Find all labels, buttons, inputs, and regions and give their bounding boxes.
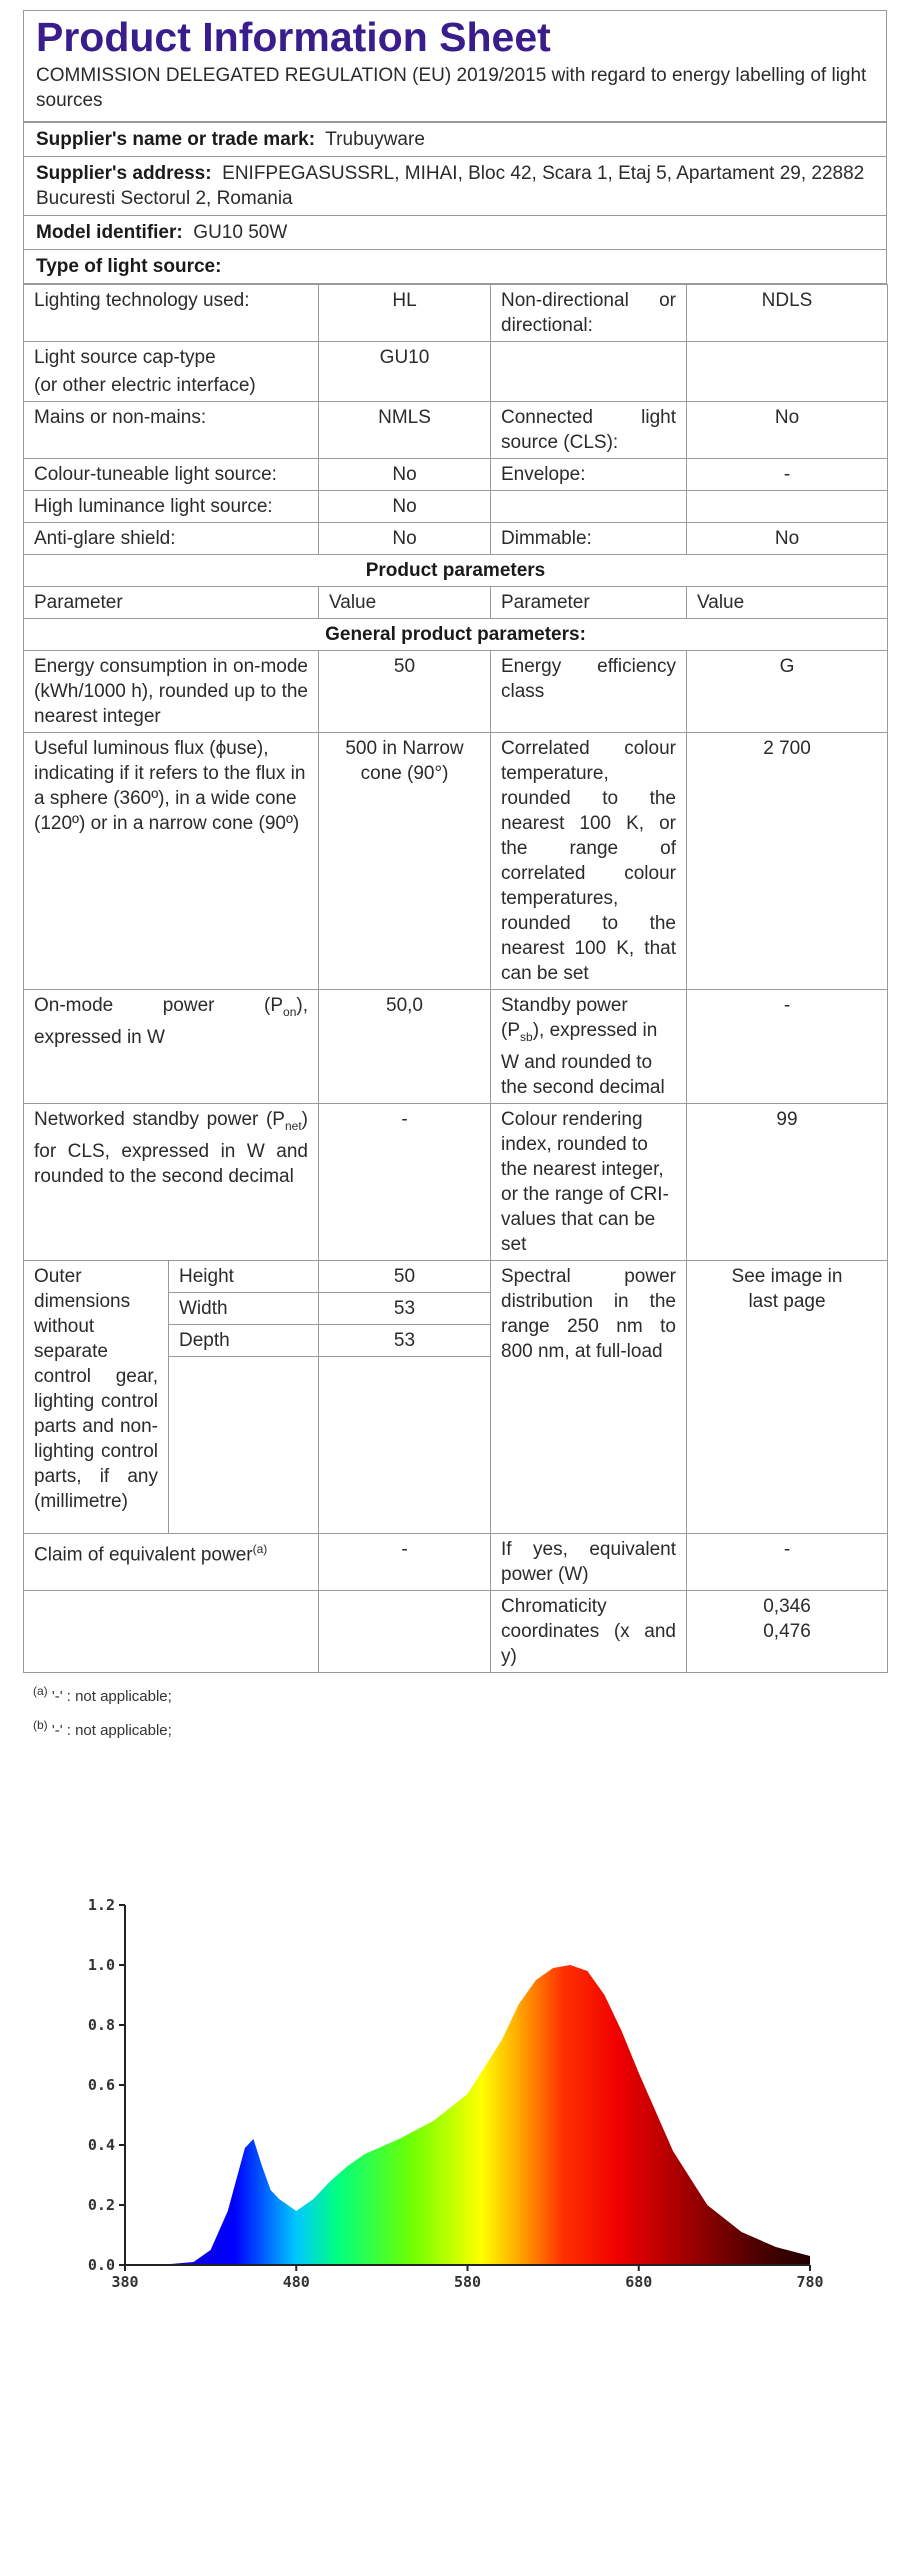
table-row [24,651,888,733]
cri-value: 99 [687,1103,888,1260]
cap-label-2: (or other electric interface) [34,375,256,396]
flux-label: Useful luminous flux (ϕuse), indicating if it refers to the flux in a sphere (360º), in a wide cone (120º) or in a narrow cone (90º) [24,733,319,990]
height-label: Height [169,1260,319,1292]
empty-cell [319,1356,491,1533]
y-tick-label: 0.0 [87,2256,115,2274]
glare-value: No [319,523,491,555]
model-row [23,216,887,250]
footnote-b-mark: (b) [33,1717,48,1732]
y-tick-label: 0.4 [87,2136,115,2154]
x-tick-label: 680 [625,2273,653,2291]
table-row [24,459,888,491]
flux-value: 500 in Narrow cone (90°) [319,733,491,990]
chroma-value [687,1590,888,1672]
glare-label: Anti-glare shield: [24,523,319,555]
product-params-heading: Product parameters [24,555,888,587]
empty-cell [319,1590,491,1672]
cct-value: 2 700 [687,733,888,990]
net-value: - [319,1103,491,1260]
footnotes [23,1673,887,1745]
table-row [24,619,888,651]
table-row [24,990,888,1104]
table-row [24,402,888,459]
net-label-a: Networked standby power (P [34,1108,285,1130]
spectral-chart [60,1880,840,2300]
product-information-sheet [23,10,887,1745]
empty-cell [24,1590,319,1672]
regulation-text: COMMISSION DELEGATED REGULATION (EU) 2019/2015 with regard to energy labelling of light sources [23,61,887,122]
table-row [24,342,888,402]
onpower-label [24,990,319,1104]
empty-cell [687,491,888,523]
depth-value: 53 [319,1324,491,1356]
tech-value: HL [319,285,491,342]
footnote-b [33,1711,877,1745]
cls-value: No [687,402,888,459]
table-row [24,733,888,990]
table-row [24,491,888,523]
env-value: - [687,459,888,491]
x-tick-label: 580 [453,2273,482,2291]
table-row [24,1260,888,1292]
eqpow-label: If yes, equivalent power (W) [491,1533,687,1590]
spectrum-area [125,1965,810,2265]
col-value-header: Value [319,587,491,619]
col-value-header: Value [687,587,888,619]
energy-value: 50 [319,651,491,733]
cri-label: Colour rendering index, rounded to the nearest integer, or the range of CRI-values that can be set [491,1103,687,1260]
onpower-label-b: ), expressed in W [34,995,308,1048]
standby-label [491,990,687,1104]
table-row [24,285,888,342]
table-row [24,523,888,555]
claim-label-text: Claim of equivalent power [34,1544,253,1566]
general-params-heading: General product parameters: [24,619,888,651]
eff-value: G [687,651,888,733]
standby-value: - [687,990,888,1104]
col-param-header: Parameter [24,587,319,619]
standby-label-b: ), expressed in W and rounded to the second decimal [501,1020,665,1098]
footnote-b-text: '-' : not applicable; [51,1721,172,1739]
type-heading: Type of light source: [23,250,887,284]
cap-label: Light source cap-type [34,347,216,368]
footnote-a-text: '-' : not applicable; [51,1687,172,1705]
cap-label-cell [24,342,319,402]
table-row [24,587,888,619]
mains-value: NMLS [319,402,491,459]
claim-sup: (a) [252,1541,268,1556]
width-value: 53 [319,1292,491,1324]
env-label: Envelope: [491,459,687,491]
net-label [24,1103,319,1260]
y-tick-label: 0.8 [87,2016,115,2034]
width-label: Width [169,1292,319,1324]
dir-value: NDLS [687,285,888,342]
standby-sub: sb [520,1029,533,1044]
footnote-a-mark: (a) [33,1683,48,1698]
empty-cell [491,491,687,523]
dim-value: No [687,523,888,555]
cap-value: GU10 [319,342,491,402]
standby-label-a: Standby power (P [501,995,628,1041]
footnote-a [33,1677,877,1711]
spd-value: See image in last page [687,1260,888,1533]
spd-label: Spectral power distribution in the range 250 nm to 800 nm, at full-load [491,1260,687,1533]
depth-label: Depth [169,1324,319,1356]
table-row [24,1103,888,1260]
empty-cell [169,1356,319,1533]
x-tick-label: 480 [282,2273,310,2291]
table-row [24,1590,888,1672]
x-tick-label: 380 [111,2273,139,2291]
chroma-x: 0,346 [763,1595,811,1617]
model-label: Model identifier: [36,222,183,243]
cls-label: Connected light source (CLS): [491,402,687,459]
spectral-chart-svg [60,1880,840,2300]
onpower-sub: on [283,1004,297,1019]
x-tick-label: 780 [796,2273,824,2291]
tune-value: No [319,459,491,491]
claim-label [24,1533,319,1590]
mains-label: Mains or non-mains: [24,402,319,459]
hl-value: No [319,491,491,523]
tune-label: Colour-tuneable light source: [24,459,319,491]
y-tick-label: 1.2 [87,1896,115,1914]
tech-label: Lighting technology used: [24,285,319,342]
dim-label: Dimmable: [491,523,687,555]
model-identifier: GU10 50W [193,222,288,243]
empty-cell [687,342,888,402]
page-title: Product Information Sheet [23,10,887,61]
onpower-value: 50,0 [319,990,491,1104]
table-row [24,555,888,587]
eff-label: Energy efficiency class [491,651,687,733]
supplier-address-label: Supplier's address: [36,163,212,184]
onpower-label-a: On-mode power (P [34,995,284,1016]
dims-label: Outer dimensions without separate control gear, lighting control parts and non-lighting control parts, if any (millimetre) [24,1260,169,1533]
claim-value: - [319,1533,491,1590]
hl-label: High luminance light source: [24,491,319,523]
chroma-label: Chromaticity coordinates (x and y) [491,1590,687,1672]
cct-label: Correlated colour temperature, rounded to the nearest 100 K, or the range of correlated colour temperatures, rounded to the nearest 100 K, that can be set [491,733,687,990]
height-value: 50 [319,1260,491,1292]
supplier-name-label: Supplier's name or trade mark: [36,129,316,150]
energy-label: Energy consumption in on-mode (kWh/1000 h), rounded up to the nearest integer [24,651,319,733]
table-row [24,1533,888,1590]
col-param-header: Parameter [491,587,687,619]
y-tick-label: 1.0 [87,1956,115,1974]
y-tick-label: 0.6 [87,2076,115,2094]
supplier-name: Trubuyware [325,129,425,150]
dir-label: Non-directional or directional: [491,285,687,342]
net-label-b: ) for CLS, expressed in W and rounded to the second decimal [34,1108,308,1187]
parameters-table [23,284,888,1673]
supplier-address: ENIFPEGASUSSRL, MIHAI, Bloc 42, Scara 1, Etaj 5, Apartament 29, 22882 Bucuresti Sectorul 2, Romania [36,163,865,209]
empty-cell [491,342,687,402]
net-sub: net [284,1118,302,1133]
eqpow-value: - [687,1533,888,1590]
y-tick-label: 0.2 [87,2196,115,2214]
supplier-name-row [23,122,887,157]
supplier-address-row [23,157,887,216]
chroma-y: 0,476 [763,1620,811,1642]
